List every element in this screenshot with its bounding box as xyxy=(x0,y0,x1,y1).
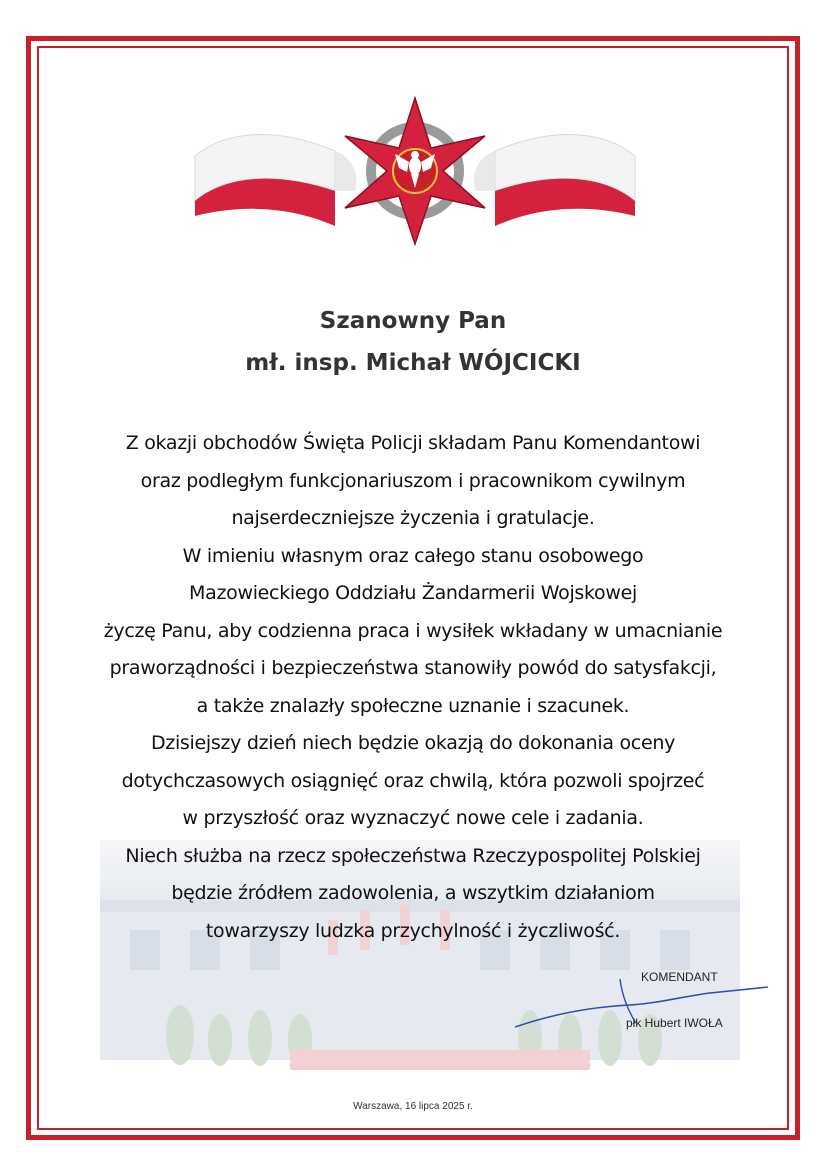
body-line: oraz podległym funkcjonariuszom i pracownikom cywilnym xyxy=(140,469,686,492)
body-line: a także znalazły społeczne uznanie i szacunek. xyxy=(196,694,630,717)
polish-flag-ribbon-left-icon xyxy=(195,135,356,226)
signatory-title: KOMENDANT xyxy=(641,970,718,984)
body-line: najserdeczniejsze życzenia i gratulacje. xyxy=(231,507,595,529)
salutation-line-2: mł. insp. Michał WÓJCICKI xyxy=(245,350,581,376)
body-line: Niech służba na rzecz społeczeństwa Rzeczypospolitej Polskiej xyxy=(125,844,701,867)
body-line: W imieniu własnym oraz całego stanu osobowego xyxy=(182,544,644,567)
polish-flag-ribbon-right-icon xyxy=(474,135,635,226)
body-line: Mazowieckiego Oddziału Żandarmerii Wojskowej xyxy=(189,582,637,604)
body-line: Z okazji obchodów Święta Policji składam Panu Komendantowi xyxy=(125,432,701,454)
letter-body xyxy=(50,425,776,950)
body-line: Dzisiejszy dzień niech będzie okazją do dokonania oceny xyxy=(150,732,676,754)
body-line: praworządności i bezpieczeństwa stanowiły powód do satysfakcji, xyxy=(109,657,717,679)
body-line: dotychczasowych osiągnięć oraz chwilą, która pozwoli spojrzeć xyxy=(121,769,705,792)
place-and-date: Warszawa, 16 lipca 2025 r. xyxy=(353,1101,473,1112)
signatory-name: płk Hubert IWOŁA xyxy=(626,1016,723,1030)
emblem-with-flags xyxy=(185,96,645,246)
body-line: w przyszłość oraz wyznaczyć nowe cele i zadania. xyxy=(182,807,644,829)
body-line: życzę Panu, aby codzienna praca i wysiłek wkładany w umacnianie xyxy=(103,619,723,642)
body-line: towarzyszy ludzka przychylność i życzliwość. xyxy=(205,919,621,942)
salutation-line-1: Szanowny Pan xyxy=(319,308,507,334)
body-line: będzie źródłem zadowolenia, a wszytkim działaniom xyxy=(171,882,655,904)
